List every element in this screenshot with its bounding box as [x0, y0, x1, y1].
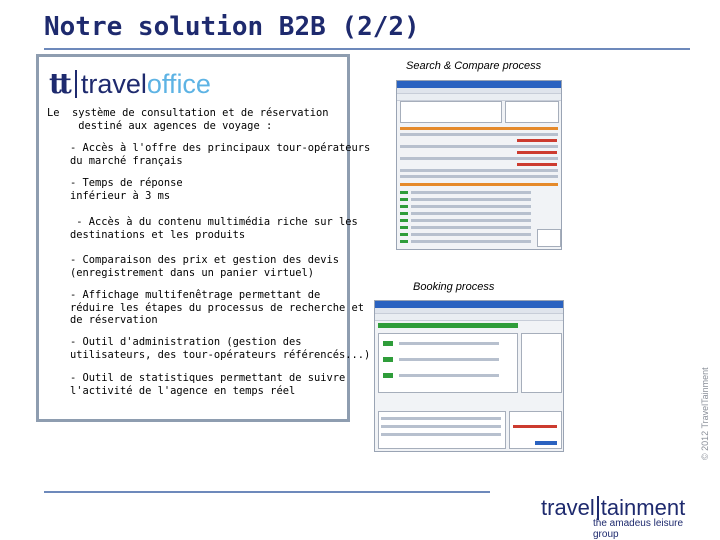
search-form	[400, 101, 502, 123]
logo-wordmark	[81, 69, 211, 99]
feature-response-time: - Temps de réponse inférieur à 3 ms	[70, 177, 183, 202]
traveloffice-logo	[49, 69, 211, 99]
search-compare-screenshot	[396, 80, 562, 250]
booking-screenshot	[374, 300, 564, 452]
feature-multimedia: - Accès à du contenu multimédia riche sur les destinations et les produits	[70, 216, 358, 241]
results-header	[400, 127, 558, 130]
title-divider	[44, 48, 690, 50]
description-panel	[36, 54, 371, 422]
booking-banner	[378, 323, 518, 328]
screenshot-toolbar	[397, 94, 561, 101]
search-filters	[505, 101, 559, 123]
feature-tour-operators: - Accès à l'offre des principaux tour-opérateurs du marché français	[70, 142, 371, 167]
slide-title: Notre solution B2B (2/2)	[44, 12, 420, 42]
feature-price-comparison: - Comparaison des prix et gestion des devis (enregistrement dans un panier virtuel)	[70, 254, 339, 279]
booking-titlebar	[375, 301, 563, 308]
screenshot-titlebar	[397, 81, 561, 88]
logo-divider	[75, 70, 77, 98]
brand-tagline: the amadeus leisure group	[593, 518, 684, 540]
brand-divider	[597, 496, 599, 520]
traveltainment-logo	[541, 495, 691, 540]
footer-divider	[44, 491, 490, 493]
booking-caption: Booking process	[413, 281, 495, 293]
logo-word-main: travel	[80, 69, 147, 99]
logo-word-accent: office	[146, 69, 211, 99]
feature-statistics-tool: - Outil de statistiques permettant de suivre l'activité de l'agence en temps réel	[70, 372, 346, 397]
booking-options	[521, 333, 562, 393]
intro-text: Le système de consultation et de réservation destiné aux agences de voyage :	[47, 107, 329, 132]
logo-mark: tt	[49, 67, 69, 100]
booking-toolbar	[375, 314, 563, 321]
feature-admin-tool: - Outil d'administration (gestion des utilisateurs, des tour-opérateurs référencés...)	[70, 336, 371, 361]
brand-word-left: travel	[541, 495, 595, 520]
feature-multiwindow: - Affichage multifenêtrage permettant de réduire les étapes du processus de recherche et de réservation	[70, 289, 365, 326]
brand-wordmark	[541, 496, 691, 520]
brand-word-right: tainment	[600, 495, 686, 520]
price-box	[537, 229, 561, 247]
search-caption: Search & Compare process	[406, 60, 542, 72]
copyright-notice: © 2012 TravelTainment	[700, 367, 710, 460]
